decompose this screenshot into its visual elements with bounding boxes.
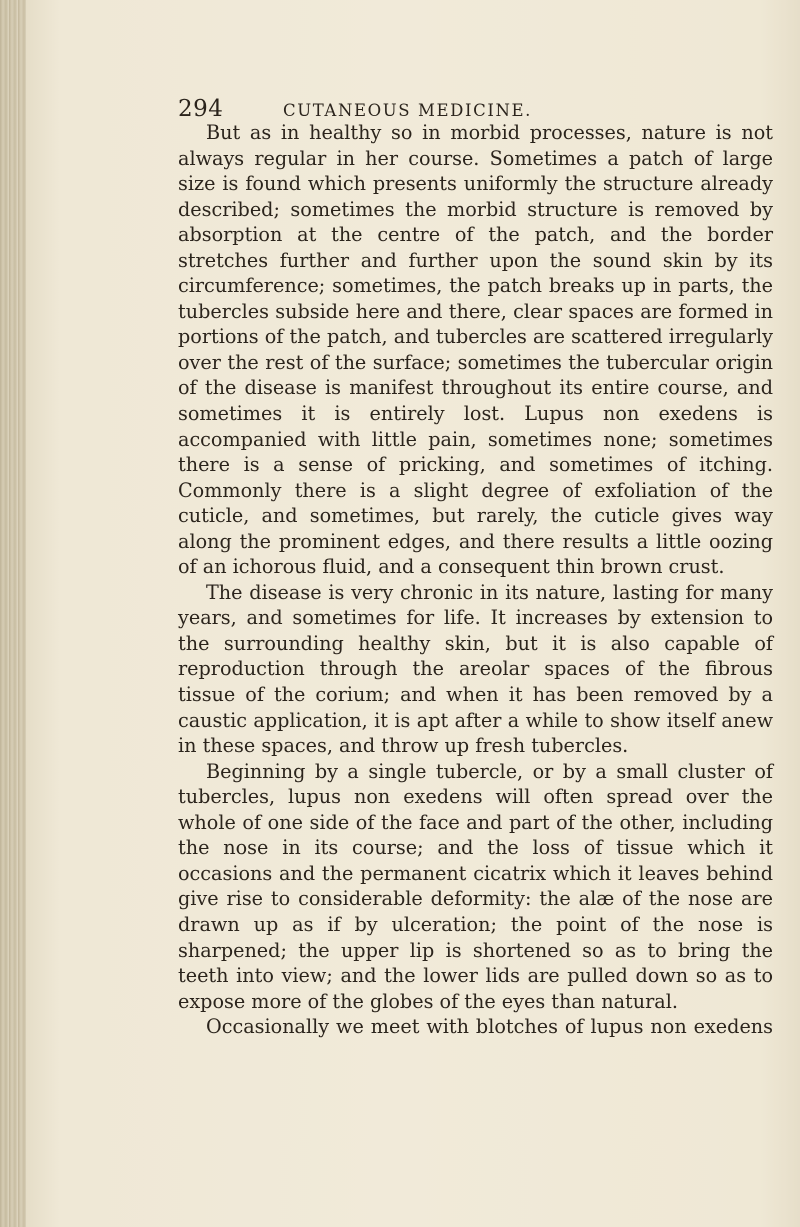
body-text <box>178 120 773 1040</box>
page-number: 294 <box>178 96 224 122</box>
paragraph-1: But as in healthy so in morbid processes, nature is not always regular in her course. Sometimes a patch of large size is found which presents uniformly the structure already described; sometimes the morbid structure is removed by absorption at the centre of the patch, and the border stretches further and further upon the sound skin by its circumference; sometimes, the patch breaks up in parts, the tubercles subside here and there, clear spaces are formed in portions of the patch, and tubercles are scattered irregularly over the rest of the surface; sometimes the tubercular origin of the disease is manifest throughout its entire course, and sometimes it is entirely lost. Lupus non exedens is accompanied with little pain, sometimes none; sometimes there is a sense of pricking, and sometimes of itching. Commonly there is a slight degree of exfoliation of the cuticle, and sometimes, but rarely, the cuticle gives way along the prominent edges, and there results a little oozing of an ichorous fluid, and a consequent thin brown crust. <box>178 121 773 579</box>
paragraph-4: Occasionally we meet with blotches of lupus non exedens <box>206 1015 773 1039</box>
paragraph-3: Beginning by a single tubercle, or by a small cluster of tubercles, lupus non exedens will often spread over the whole of one side of the face and part of the other, including the nose in its course; and the loss of tissue which it occasions and the permanent cicatrix which it leaves behind give rise to considerable deformity: the alæ of the nose are drawn up as if by ulceration; the point of the nose is sharpened; the upper lip is shortened so as to bring the teeth into view; and the lower lids are pulled down so as to expose more of the globes of the eyes than natural. <box>178 759 773 1013</box>
running-head: CUTANEOUS MEDICINE. <box>283 101 532 120</box>
page-gutter <box>0 0 26 1227</box>
paragraph-2: The disease is very chronic in its nature, lasting for many years, and sometimes for life. It increases by extension to the surrounding healthy skin, but it is also capable of reproduction through the areolar spaces of the fibrous tissue of the corium; and when it has been removed by a caustic application, it is apt after a while to show itself anew in these spaces, and throw up fresh tubercles. <box>178 580 773 758</box>
